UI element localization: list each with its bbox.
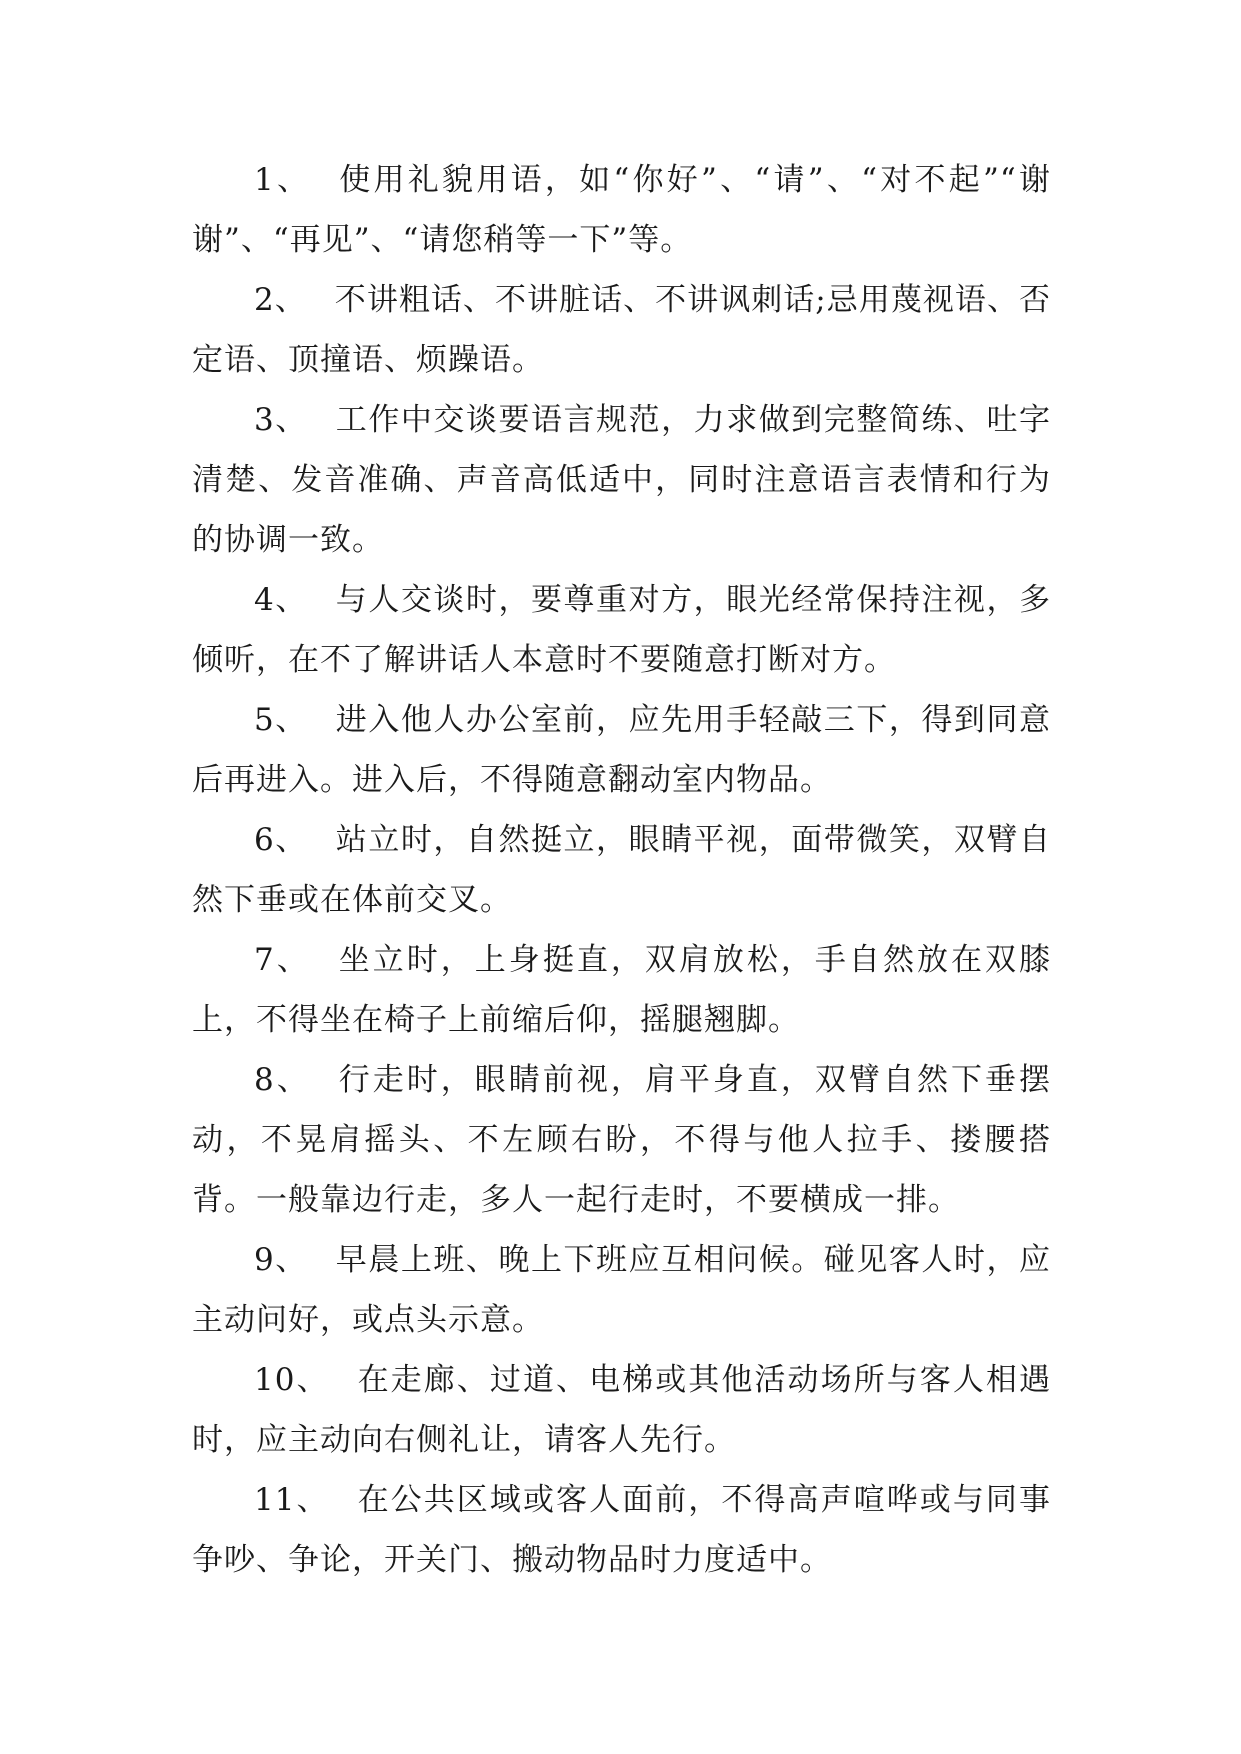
paragraph-3 [192,390,1051,570]
paragraph-text: 在走廊、过道、电梯或其他活动场所与客人相遇时，应主动向右侧礼让，请客人先行。 [192,1362,1051,1458]
paragraph-4 [192,570,1051,690]
paragraph-text: 行走时，眼睛前视，肩平身直，双臂自然下垂摆动，不晃肩摇头、不左顾右盼，不得与他人拉手、搂腰搭背。一般靠边行走，多人一起行走时，不要横成一排。 [192,1062,1051,1218]
paragraph-10 [192,1350,1051,1470]
paragraph-text: 坐立时，上身挺直，双肩放松，手自然放在双膝上，不得坐在椅子上前缩后仰，摇腿翘脚。 [192,942,1051,1038]
paragraph-number: 11、 [254,1482,330,1518]
paragraph-text: 早晨上班、晚上下班应互相问候。碰见客人时，应主动问好，或点头示意。 [192,1242,1051,1338]
paragraph-8 [192,1050,1051,1230]
paragraph-2 [192,270,1051,390]
paragraph-number: 8、 [254,1062,311,1098]
paragraph-1 [192,150,1051,270]
paragraph-9 [192,1230,1051,1350]
paragraph-5 [192,690,1051,810]
paragraph-text: 不讲粗话、不讲脏话、不讲讽刺话;忌用蔑视语、否定语、顶撞语、烦躁语。 [192,282,1051,378]
paragraph-7 [192,930,1051,1050]
paragraph-number: 9、 [254,1242,308,1278]
paragraph-text: 工作中交谈要语言规范，力求做到完整简练、吐字清楚、发音准确、声音高低适中，同时注意语言表情和行为的协调一致。 [192,402,1051,558]
paragraph-number: 2、 [254,282,307,318]
paragraph-number: 5、 [254,702,308,738]
paragraph-text: 在公共区域或客人面前，不得高声喧哗或与同事争吵、争论，开关门、搬动物品时力度适中。 [192,1482,1051,1578]
paragraph-11 [192,1470,1051,1590]
paragraph-text: 站立时，自然挺立，眼睛平视，面带微笑，双臂自然下垂或在体前交叉。 [192,822,1051,918]
paragraph-6 [192,810,1051,930]
paragraph-text: 使用礼貌用语，如“你好”、“请”、“对不起”“谢谢”、“再见”、“请您稍等一下”等。 [192,162,1052,258]
paragraph-number: 7、 [254,942,311,978]
paragraph-number: 6、 [254,822,308,858]
paragraph-text: 与人交谈时，要尊重对方，眼光经常保持注视，多倾听，在不了解讲话人本意时不要随意打断对方。 [192,582,1051,678]
paragraph-number: 3、 [254,402,308,438]
paragraph-text: 进入他人办公室前，应先用手轻敲三下，得到同意后再进入。进入后，不得随意翻动室内物品。 [192,702,1051,798]
paragraph-number: 4、 [254,582,308,618]
paragraph-number: 10、 [254,1362,330,1398]
paragraph-number: 1、 [254,162,312,198]
